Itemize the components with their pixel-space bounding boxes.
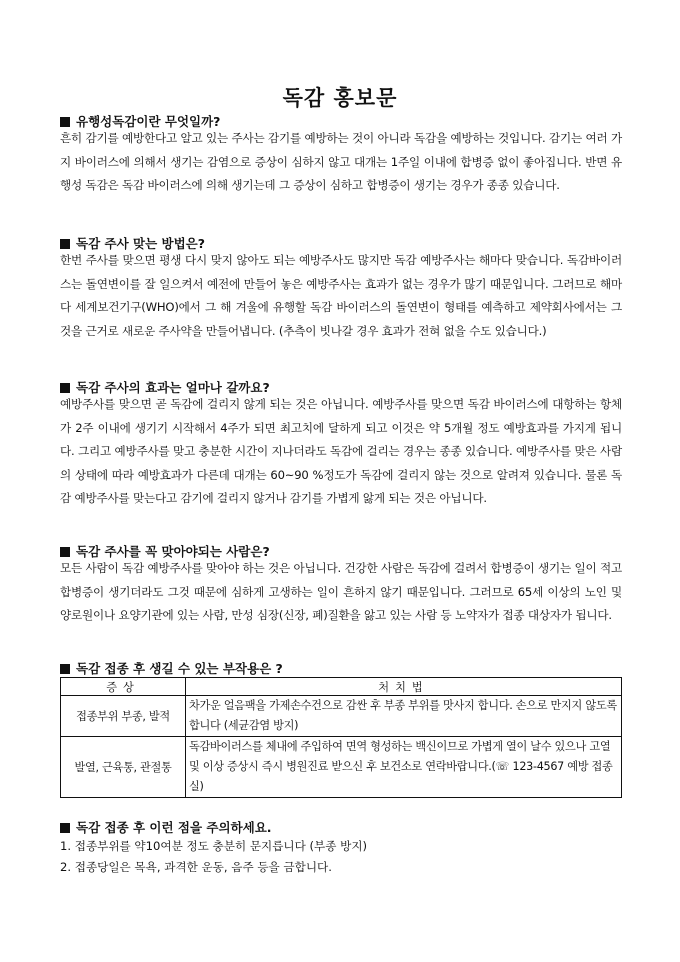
square-bullet-icon [60, 117, 70, 127]
section-heading-what-is-flu: 유행성독감이란 무엇일까? [60, 112, 220, 130]
section-heading-who-should-vaccinate: 독감 주사를 꼭 맞아야되는 사람은? [60, 542, 270, 560]
table-header-row [61, 678, 622, 696]
treatment-cell: 독감바이러스를 체내에 주입하여 면역 형성하는 백신이므로 가볍게 열이 날수 있으나 고열 및 이상 증상시 즉시 병원진료 받으신 후 보건소로 연락바랍니다.(☏ 123-4567 예방 접종실) [186, 737, 622, 798]
symptom-cell: 접종부위 부종, 발적 [61, 696, 186, 737]
column-header-treatment: 처치법 [186, 678, 622, 696]
side-effects-table [60, 677, 622, 798]
section-body-who-should-vaccinate: 모든 사람이 독감 예방주사를 맞아야 하는 것은 아닙니다. 건강한 사람은 독감에 걸려서 합병증이 생기는 일이 적고 합병증이 생기더라도 그것 때문에 심하게 고생하는 일이 흔하지 않기 때문입니다. 그러므로 65세 이상의 노인 및 양로원이나 요양기관에 있는 사람, 만성 심장(신장, 폐)질환을 앓고 있는 사람 등 노약자가 접종 대상자가 됩니다. [60, 561, 622, 622]
page-title: 독감 홍보문 [282, 85, 398, 110]
section-heading-how-to-vaccinate: 독감 주사 맞는 방법은? [60, 234, 205, 252]
precaution-item: 1. 접종부위를 약10여분 정도 충분히 문지릅니다 (부종 방지) [60, 839, 368, 853]
column-header-symptom: 증상 [61, 678, 186, 696]
square-bullet-icon [60, 664, 70, 674]
table-row [61, 696, 622, 737]
square-bullet-icon [60, 383, 70, 393]
treatment-cell: 차가운 얼음팩을 가제손수건으로 감싼 후 부종 부위를 맛사지 합니다. 손으로 만지지 않도록 합니다 (세균감염 방지) [186, 696, 622, 737]
section-heading-precautions: 독감 접종 후 이런 점을 주의하세요. [60, 818, 272, 836]
section-heading-vaccine-duration: 독감 주사의 효과는 얼마나 갈까요? [60, 378, 270, 396]
square-bullet-icon [60, 823, 70, 833]
square-bullet-icon [60, 239, 70, 249]
section-body-vaccine-duration: 예방주사를 맞으면 곧 독감에 걸리지 않게 되는 것은 아닙니다. 예방주사를 맞으면 독감 바이러스에 대항하는 항체가 2주 이내에 생기기 시작해서 4주가 되면 최고치에 달하게 되고 이것은 약 5개월 정도 예방효과를 가지게 됩니다. 그리고 예방주사를 맞고 충분한 시간이 지나더라도 독감에 걸리는 경우는 종종 있습니다. 예방주사를 맞은 사람의 상태에 따라 예방효과가 다른데 대개는 60~90 %정도가 독감에 걸리지 않는 것으로 알려져 있습니다. 물론 독감 예방주사를 맞는다고 감기에 걸리지 않거나 감기를 가볍게 앓게 되는 것은 아닙니다. [60, 397, 622, 505]
symptom-cell: 발열, 근육통, 관절통 [61, 737, 186, 798]
section-heading-side-effects: 독감 접종 후 생길 수 있는 부작용은 ? [60, 659, 283, 677]
table-row [61, 737, 622, 798]
section-body-how-to-vaccinate: 한번 주사를 맞으면 평생 다시 맞지 않아도 되는 예방주사도 많지만 독감 예방주사는 해마다 맞습니다. 독감바이러스는 돌연변이를 잘 일으켜서 예전에 만들어 놓은 예방주사는 효과가 없는 경우가 많기 때문입니다. 그러므로 해마다 세계보건기구(WHO)에서 그 해 겨울에 유행할 독감 바이러스의 돌연변이 형태를 예측하고 제약회사에서는 그것을 근거로 새로운 주사약을 만들어냅니다. (추측이 빗나갈 경우 효과가 전혀 없을 수도 있습니다.) [60, 253, 622, 338]
square-bullet-icon [60, 547, 70, 557]
precaution-item: 2. 접종당일은 목욕, 과격한 운동, 음주 등을 금합니다. [60, 860, 332, 874]
section-body-what-is-flu: 흔히 감기를 예방한다고 알고 있는 주사는 감기를 예방하는 것이 아니라 독감을 예방하는 것입니다. 감기는 여러 가지 바이러스에 의해서 생기는 감염으로 증상이 심하지 않고 대개는 1주일 이내에 합병증 없이 좋아집니다. 반면 유행성 독감은 독감 바이러스에 의해 생기는데 그 증상이 심하고 합병증이 생기는 경우가 종종 있습니다. [60, 131, 622, 192]
